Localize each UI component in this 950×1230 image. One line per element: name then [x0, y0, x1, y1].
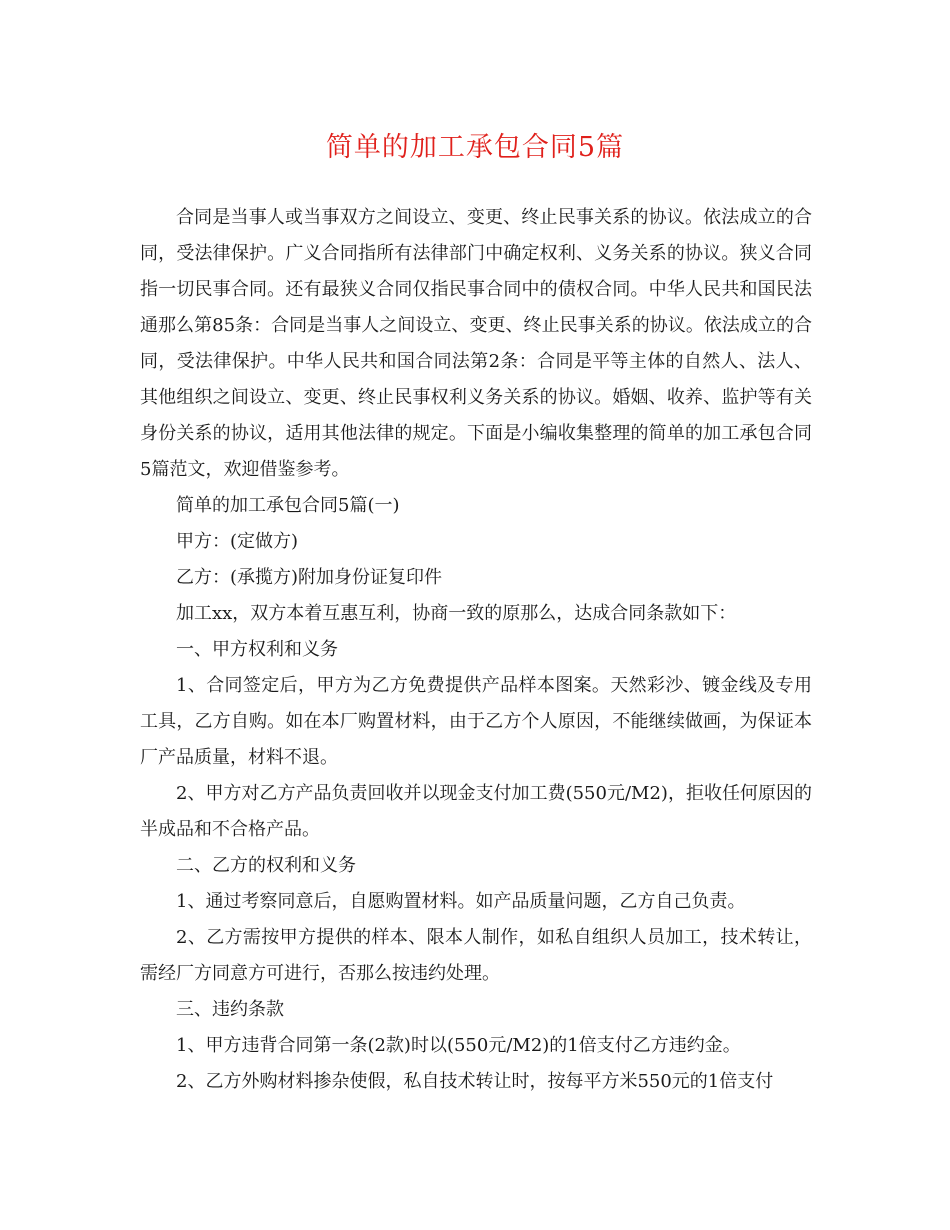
clause-c2: 2、乙方外购材料掺杂使假，私自技术转让时，按每平方米550元的1倍支付 [176, 1071, 774, 1092]
section-heading-party-a: 一、甲方权利和义务 [176, 639, 338, 660]
party-a-line: 甲方：(定做方) [176, 531, 299, 552]
clause-b1: 1、通过考察同意后，自愿购置材料。如产品质量问题，乙方自己负责。 [176, 891, 746, 912]
contract-heading: 简单的加工承包合同5篇(一) [176, 495, 400, 516]
intro-paragraph: 合同是当事人或当事双方之间设立、变更、终止民事关系的协议。依法成立的合同，受法律保护。广义合同指所有法律部门中确定权利、义务关系的协议。狭义合同指一切民事合同。还有最狭义合同仅指民事合同中的债权合同。中华人民共和国民法通那么第85条：合同是当事人之间设立、变更、终止民事关系的协议。依法成立的合同，受法律保护。中华人民共和国合同法第2条：合同是平等主体的自然人、法人、其他组织之间设立、变更、终止民事权利义务关系的协议。婚姻、收养、监护等有关身份关系的协议，适用其他法律的规定。下面是小编收集整理的简单的加工承包合同5篇范文，欢迎借鉴参考。 [140, 207, 812, 480]
section-heading-breach: 三、违约条款 [176, 999, 284, 1020]
clause-b2: 2、乙方需按甲方提供的样本、限本人制作，如私自组织人员加工，技术转让，需经厂方同意方可进行，否那么按违约处理。 [140, 927, 812, 984]
clause-a1: 1、合同签定后，甲方为乙方免费提供产品样本图案。天然彩沙、镀金线及专用工具，乙方自购。如在本厂购置材料，由于乙方个人原因，不能继续做画，为保证本厂产品质量，材料不退。 [140, 675, 812, 768]
clause-a2: 2、甲方对乙方产品负责回收并以现金支付加工费(550元/M2)，拒收任何原因的半成品和不合格产品。 [140, 783, 812, 840]
document-body [140, 200, 812, 1100]
party-b-line: 乙方：(承揽方)附加身份证复印件 [176, 567, 443, 588]
agreement-preamble: 加工xx，双方本着互惠互利，协商一致的原那么，达成合同条款如下： [176, 603, 737, 624]
section-heading-party-b: 二、乙方的权利和义务 [176, 855, 356, 876]
document-title: 简单的加工承包合同5篇 [325, 132, 625, 163]
clause-c1: 1、甲方违背合同第一条(2款)时以(550元/M2)的1倍支付乙方违约金。 [176, 1035, 741, 1056]
